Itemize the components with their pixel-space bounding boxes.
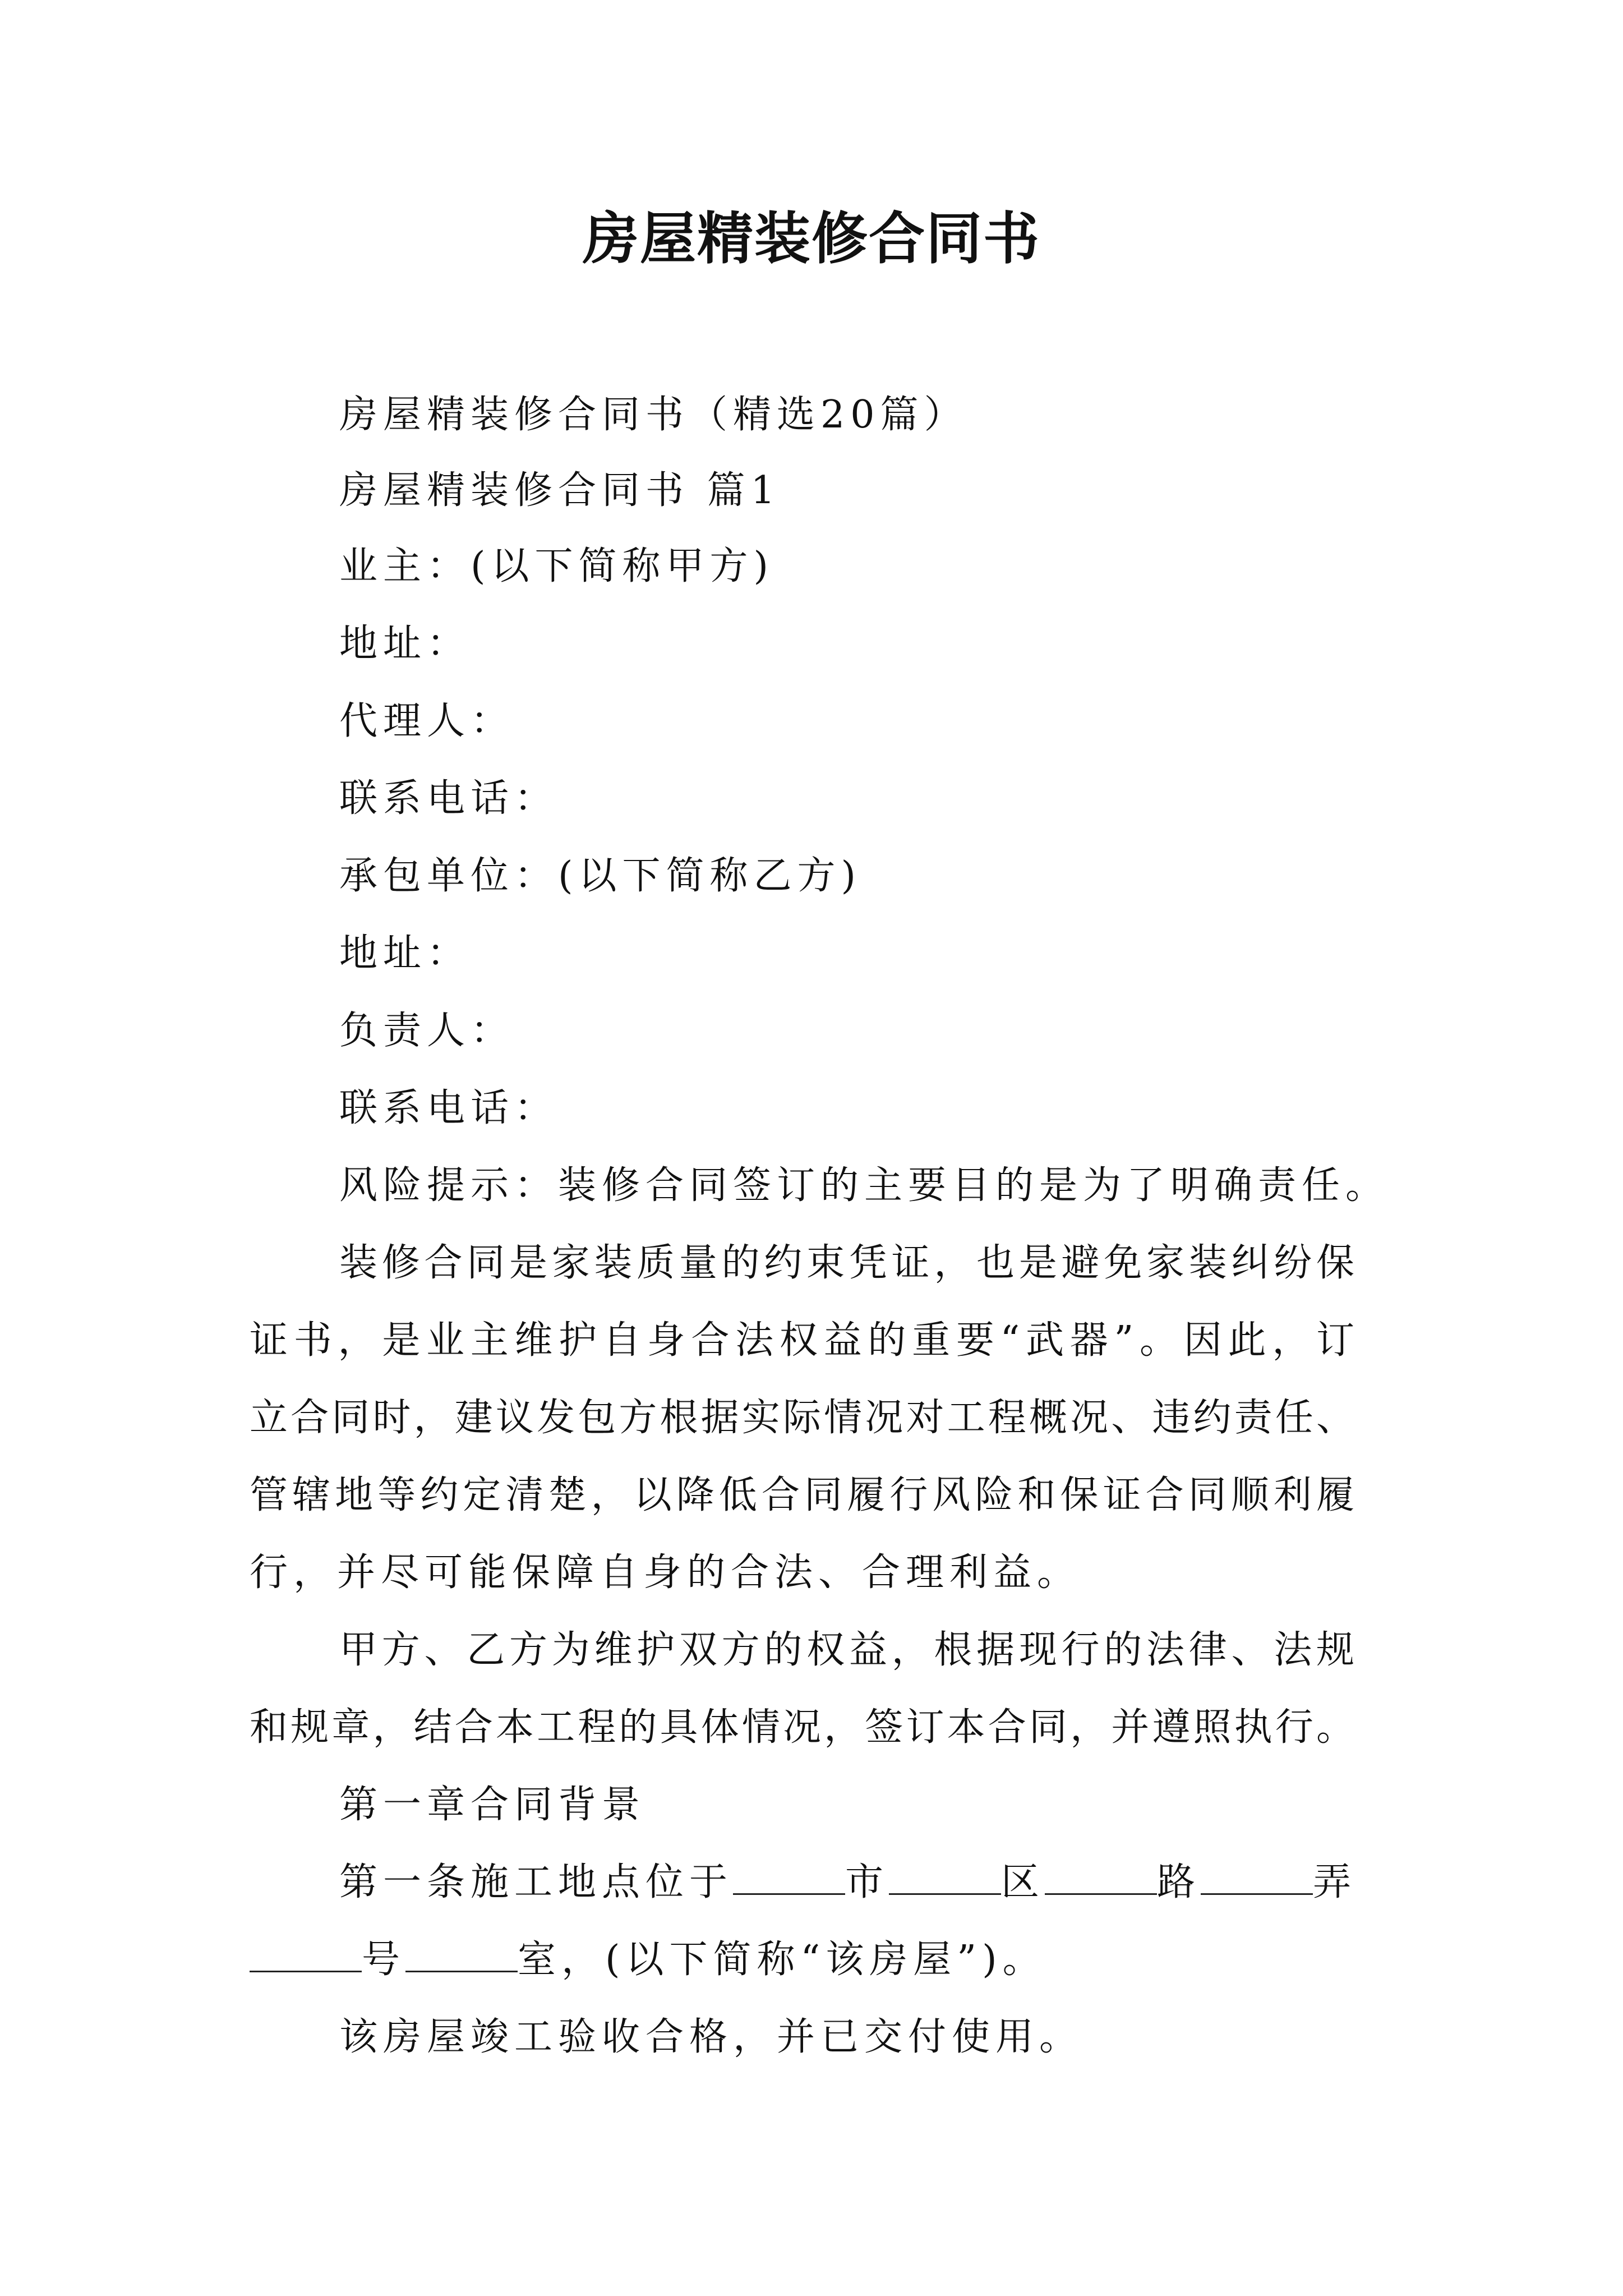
lane-blank — [1201, 1857, 1313, 1895]
article-1-line-1 — [339, 1855, 1357, 1911]
number-blank — [250, 1935, 362, 1972]
party-a-phone-line: 联系电话： — [339, 776, 559, 821]
risk-note-line: 风险提示：装修合同签订的主要目的是为了明确责任。 — [339, 1163, 1390, 1208]
party-b-address-line: 地址： — [339, 931, 471, 976]
district-label: 区 — [1001, 1860, 1045, 1904]
completion-note-line: 该房屋竣工验收合格，并已交付使用。 — [339, 2015, 1083, 2059]
party-b-contractor-line: 承包单位：(以下简称乙方) — [339, 854, 862, 898]
collection-subtitle: 房屋精装修合同书（精选20篇） — [339, 393, 968, 437]
article-1-line-2 — [250, 1932, 1046, 1988]
paragraph-1-line-1: 装修合同是家装质量的约束凭证，也是避免家装纠纷保 — [339, 1241, 1354, 1285]
paragraph-1-line-3: 立合同时，建议发包方根据实际情况对工程概况、违约责任、 — [250, 1396, 1354, 1440]
paragraph-2-line-2: 和规章，结合本工程的具体情况，签订本合同，并遵照执行。 — [250, 1705, 1354, 1750]
district-blank — [889, 1857, 1001, 1895]
paragraph-1-line-2: 证书，是业主维护自身合法权益的重要“武器”。因此，订 — [250, 1318, 1354, 1363]
road-label: 路 — [1157, 1860, 1201, 1904]
paragraph-2-line-1: 甲方、乙方为维护双方的权益，根据现行的法律、法规 — [339, 1628, 1354, 1672]
document-title: 房屋精装修合同书 — [583, 205, 1040, 272]
party-b-phone-line: 联系电话： — [339, 1086, 559, 1130]
lane-label: 弄 — [1313, 1860, 1357, 1904]
party-a-owner-line: 业主：(以下简称甲方) — [339, 544, 774, 588]
article-1-prefix: 第一条施工地点位于 — [339, 1860, 734, 1904]
city-label: 市 — [845, 1860, 889, 1904]
city-blank — [733, 1857, 845, 1895]
number-label: 号 — [362, 1938, 406, 1982]
party-a-agent-line: 代理人： — [339, 699, 515, 743]
room-blank — [405, 1935, 518, 1972]
road-blank — [1045, 1857, 1157, 1895]
chapter-1-heading: 第一章合同背景 — [339, 1783, 646, 1827]
room-label: 室，(以下简称“该房屋”)。 — [518, 1938, 1046, 1982]
party-a-address-line: 地址： — [339, 622, 471, 666]
chapter-heading: 房屋精装修合同书 篇1 — [339, 468, 781, 513]
party-b-person-line: 负责人： — [339, 1009, 515, 1053]
paragraph-1-line-4: 管辖地等约定清楚，以降低合同履行风险和保证合同顺利履 — [250, 1473, 1354, 1517]
paragraph-1-line-5: 行，并尽可能保障自身的合法、合理利益。 — [250, 1550, 1081, 1595]
